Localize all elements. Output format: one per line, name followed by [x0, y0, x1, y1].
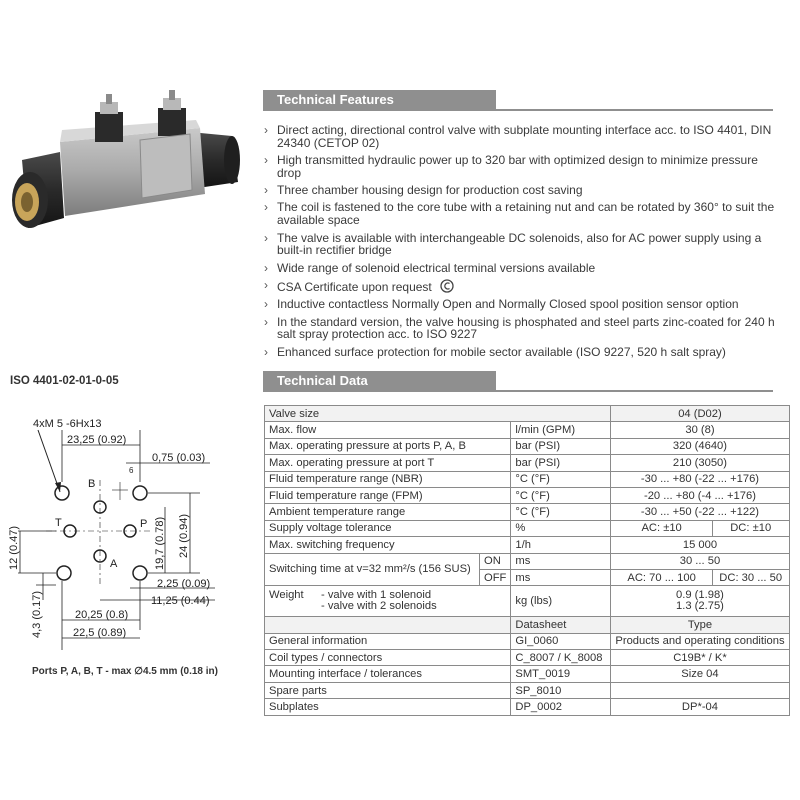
mount-hole — [55, 486, 69, 500]
data-divider — [263, 390, 773, 392]
table-row: Max. switching frequency 1/h 15 000 — [265, 537, 790, 553]
dim-small-6: 6 — [129, 466, 134, 475]
valve-product-image — [0, 90, 250, 250]
table-row: Max. operating pressure at ports P, A, B bar (PSI) 320 (4640) — [265, 438, 790, 454]
table-row: Max. flow l/min (GPM) 30 (8) — [265, 422, 790, 438]
feature-item: › Inductive contactless Normally Open and Normally Closed spool position sensor option — [264, 297, 739, 312]
iso-standard-label: ISO 4401-02-01-0-05 — [10, 375, 119, 387]
table-row: Coil types / connectors C_8007 / K_8008 C19B* / K* — [265, 650, 790, 666]
mount-hole — [133, 486, 147, 500]
table-row: Subplates DP_0002 DP*-04 — [265, 699, 790, 715]
data-header: Technical Data — [263, 371, 496, 391]
features-list — [264, 124, 784, 363]
dim-left-12: 12 (0.47) — [8, 525, 20, 570]
feature-item: › In the standard version, the valve housing is phosphated and steel parts zinc-coated for 240 h salt spray protection acc. to ISO 9227 — [264, 314, 775, 342]
port-t-label: T — [55, 517, 62, 529]
table-row: Fluid temperature range (NBR) °C (°F) -30 ... +80 (-22 ... +176) — [265, 471, 790, 487]
chevron-right-icon: › — [264, 230, 268, 245]
dim-right-225: 2,25 (0.09) — [157, 578, 211, 590]
mount-hole — [57, 566, 71, 580]
table-row: Fluid temperature range (FPM) °C (°F) -20 ... +80 (-4 ... +176) — [265, 487, 790, 503]
feature-item: › The valve is available with interchangeable DC solenoids, also for AC power supply using a built-in rectifier bridge — [264, 230, 762, 258]
technical-data-table — [264, 405, 790, 716]
table-row: OFF ms AC: 70 ... 100 DC: 30 ... 50 — [265, 569, 790, 585]
feature-item: › Enhanced surface protection for mobile sector available (ISO 9227, 520 h salt spray) — [264, 344, 726, 359]
chevron-right-icon: › — [264, 183, 268, 198]
mount-hole — [133, 566, 147, 580]
chevron-right-icon: › — [264, 344, 268, 359]
table-row: Switching time at v=32 mm²/s (156 SUS) ON ms 30 ... 50 — [265, 553, 790, 569]
dim-bottom-225: 22,5 (0.89) — [73, 627, 127, 639]
table-cell-label: Valve size — [265, 406, 611, 422]
feature-item: › CSA Certificate upon request — [264, 279, 784, 294]
table-cell-value: 04 (D02) — [611, 406, 789, 422]
table-row: General information GI_0060 Products and operating conditions — [265, 633, 790, 649]
chevron-right-icon: › — [264, 277, 268, 292]
ports-caption: Ports P, A, B, T - max ∅4.5 mm (0.18 in) — [32, 666, 218, 677]
table-row: Supply voltage tolerance % AC: ±10 DC: ±10 — [265, 520, 790, 536]
features-header: Technical Features — [263, 90, 496, 110]
feature-item: › High transmitted hydraulic power up to 320 bar with optimized design to minimize pressure drop — [264, 153, 758, 180]
feature-item: › The coil is fastened to the core tube with a retaining nut and can be rotated by 360° to suit the available space — [264, 200, 775, 228]
chevron-right-icon: › — [264, 123, 268, 137]
chevron-right-icon: › — [264, 260, 268, 275]
chevron-right-icon: › — [264, 297, 268, 312]
table-row: Ambient temperature range °C (°F) -30 ... +50 (-22 ... +122) — [265, 504, 790, 520]
mounting-interface-drawing — [0, 370, 258, 690]
features-divider — [263, 109, 773, 111]
dim-top-width: 23,25 (0.92) — [67, 434, 127, 446]
port-p-label: P — [140, 518, 148, 530]
table-row-weight: Weight - valve with 1 solenoid - valve with 2 solenoids kg (lbs) 0.9 (1.98) 1.3 (2.75) — [265, 586, 790, 617]
dim-right-24: 24 (0.94) — [178, 513, 190, 558]
thread-leader — [38, 430, 60, 492]
dim-right-1125: 11,25 (0.44) — [151, 595, 210, 607]
port-a-label: A — [110, 558, 118, 570]
dim-left-43: 4,3 (0.17) — [31, 590, 43, 638]
dim-right-19: 19,7 (0.78) — [154, 516, 166, 570]
dim-bottom-2025: 20,25 (0.8) — [75, 609, 129, 621]
dim-top-right: 0,75 (0.03) — [152, 452, 206, 464]
table-row: Spare parts SP_8010 — [265, 682, 790, 698]
port-b-label: B — [88, 478, 96, 490]
chevron-right-icon: › — [264, 153, 268, 168]
table-row: Max. operating pressure at port T bar (PSI) 210 (3050) — [265, 455, 790, 471]
feature-item: › Wide range of solenoid electrical terminal versions available — [264, 260, 596, 275]
table-row: Datasheet Type — [265, 617, 790, 633]
csa-certificate-icon — [439, 279, 455, 293]
feature-item: › Three chamber housing design for production cost saving — [264, 183, 583, 198]
table-row — [265, 406, 790, 422]
chevron-right-icon: › — [264, 200, 268, 215]
thread-label: 4xM 5 -6Hx13 — [33, 418, 102, 430]
chevron-right-icon: › — [264, 314, 268, 329]
feature-item: › Direct acting, directional control valve with subplate mounting interface acc. to ISO 4401, DIN 24340 (CETOP 02) — [264, 123, 772, 150]
table-row: Mounting interface / tolerances SMT_0019 Size 04 — [265, 666, 790, 682]
